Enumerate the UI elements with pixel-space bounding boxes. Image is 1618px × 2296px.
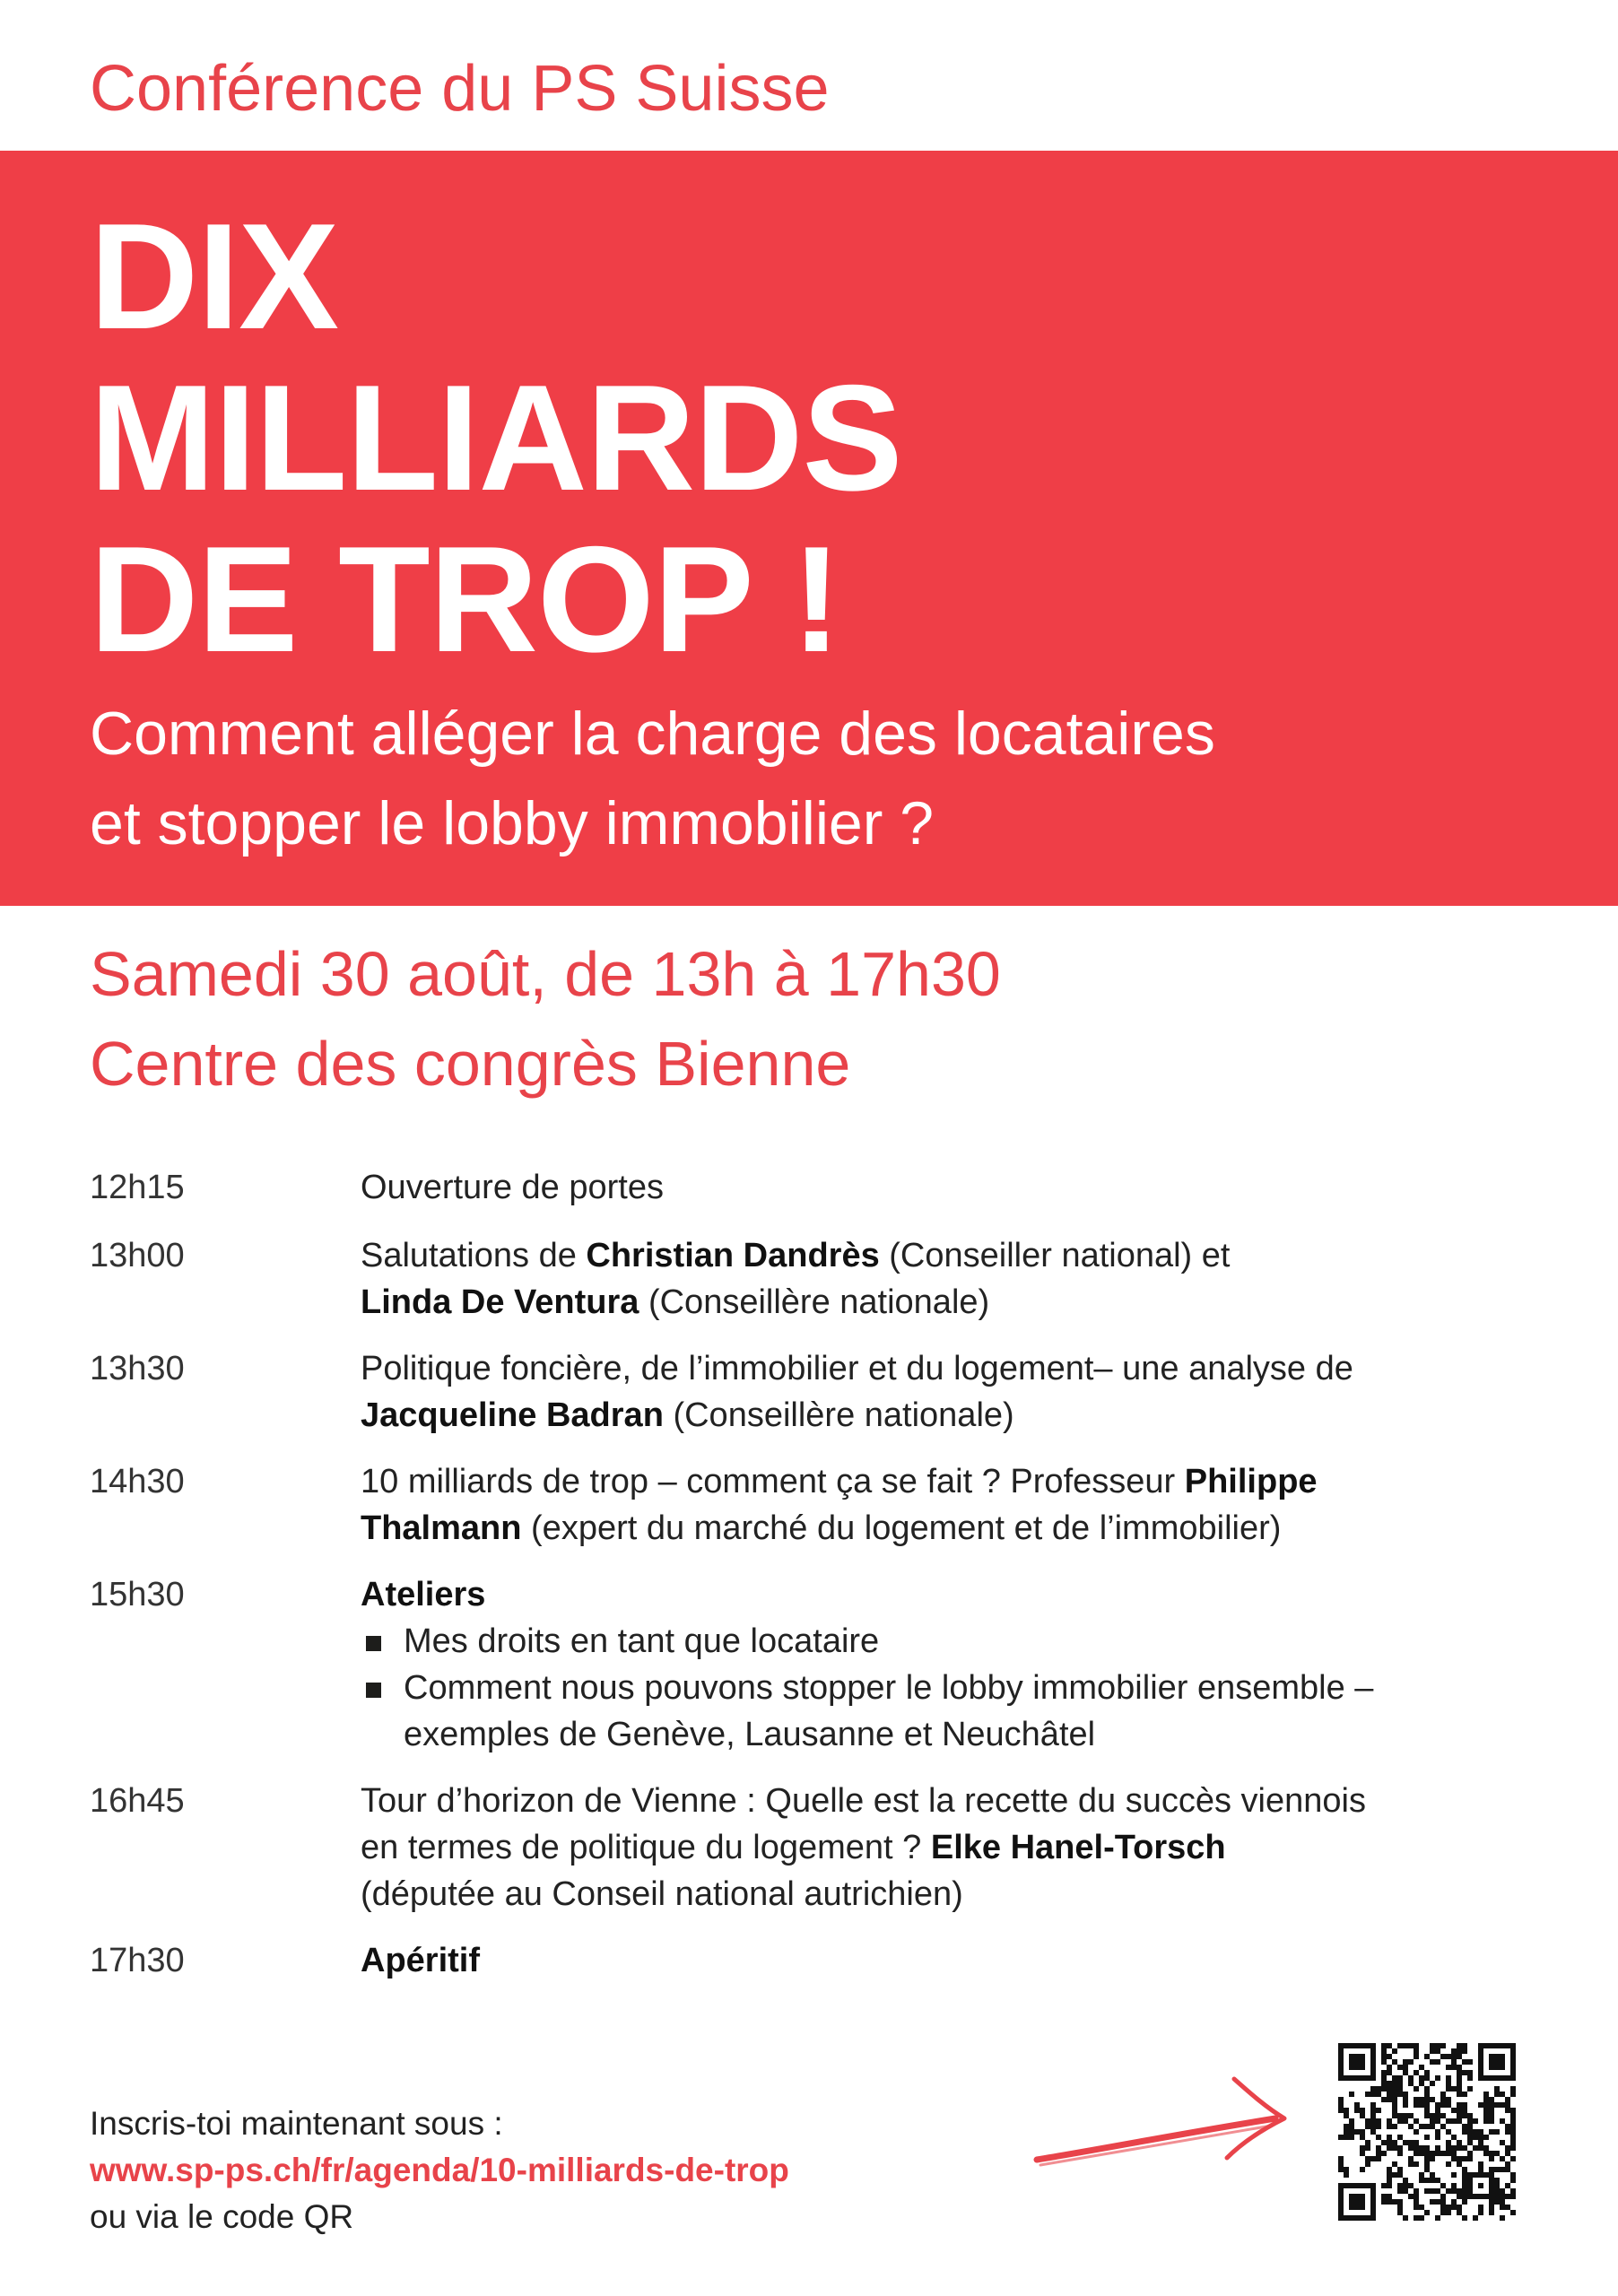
registration-info xyxy=(90,2100,789,2240)
program-row xyxy=(90,1778,1561,1918)
program-description xyxy=(361,1778,1561,1918)
program-row xyxy=(90,1458,1561,1552)
program-time: 12h15 xyxy=(90,1169,185,1206)
workshop-item-text: exemples de Genève, Lausanne et Neuchâtel xyxy=(404,1716,1096,1753)
program-row xyxy=(90,1232,1561,1326)
conference-title: Conférence du PS Suisse xyxy=(90,53,830,125)
program-text: en termes de politique du logement ? xyxy=(361,1829,931,1866)
registration-link[interactable]: www.sp-ps.ch/fr/agenda/10-milliards-de-trop xyxy=(90,2152,789,2188)
workshop-item-text: Comment nous pouvons stopper le lobby immobilier ensemble – xyxy=(404,1669,1374,1707)
workshop-item xyxy=(361,1618,1561,1665)
program-text: (Conseiller national) et xyxy=(879,1237,1231,1274)
program-text: Salutations de xyxy=(361,1237,587,1274)
program-time: 16h45 xyxy=(90,1782,185,1820)
program-time: 15h30 xyxy=(90,1576,185,1613)
program-text: (Conseillère nationale) xyxy=(663,1396,1014,1434)
bullet-square-icon xyxy=(366,1636,381,1651)
program-description xyxy=(361,1571,1561,1758)
event-info xyxy=(90,929,1001,1109)
program-time: 14h30 xyxy=(90,1463,185,1500)
speaker-name: Thalmann xyxy=(361,1509,522,1547)
speaker-name: Linda De Ventura xyxy=(361,1283,639,1321)
program-row xyxy=(90,1571,1561,1758)
speaker-name: Elke Hanel-Torsch xyxy=(930,1829,1226,1866)
program-description xyxy=(361,1232,1561,1326)
program-time: 13h00 xyxy=(90,1237,185,1274)
headline-banner xyxy=(0,151,1618,906)
event-date: Samedi 30 août, de 13h à 17h30 xyxy=(90,939,1001,1009)
headline xyxy=(90,192,902,683)
program-time: 17h30 xyxy=(90,1942,185,1979)
workshop-item-text: Mes droits en tant que locataire xyxy=(404,1622,880,1660)
subtitle-line-1: Comment alléger la charge des locataires xyxy=(90,700,1215,768)
workshop-item xyxy=(361,1665,1561,1758)
speaker-name: Christian Dandrès xyxy=(586,1237,880,1274)
program-row xyxy=(90,1345,1561,1439)
qr-code-icon[interactable] xyxy=(1338,2043,1516,2221)
subtitle-line-2: et stopper le lobby immobilier ? xyxy=(90,789,935,857)
subtitle xyxy=(90,689,1215,868)
qr-hint: ou via le code QR xyxy=(90,2198,354,2235)
program-list xyxy=(90,1164,1561,1984)
headline-line-3: DE TROP ! xyxy=(90,515,841,683)
program-description xyxy=(361,1937,1561,1984)
program-text: Politique foncière, de l’immobilier et du logement– une analyse de xyxy=(361,1350,1353,1387)
program-text: (députée au Conseil national autrichien) xyxy=(361,1875,963,1913)
speaker-name: Jacqueline Badran xyxy=(361,1396,664,1434)
program-text: (Conseillère nationale) xyxy=(639,1283,990,1321)
program-text: Tour d’horizon de Vienne : Quelle est la recette du succès viennois xyxy=(361,1782,1366,1820)
program-description xyxy=(361,1458,1561,1552)
headline-line-1: DIX xyxy=(90,192,339,361)
registration-label: Inscris-toi maintenant sous : xyxy=(90,2105,503,2142)
program-row xyxy=(90,1164,1561,1211)
speaker-name: Philippe xyxy=(1184,1463,1318,1500)
program-text: (expert du marché du logement et de l’immobilier) xyxy=(521,1509,1282,1547)
bullet-square-icon xyxy=(366,1683,381,1698)
workshop-title: Ateliers xyxy=(361,1576,486,1613)
event-venue: Centre des congrès Bienne xyxy=(90,1029,851,1099)
headline-line-2: MILLIARDS xyxy=(90,353,902,522)
hand-drawn-arrow-icon xyxy=(1031,2072,1292,2179)
program-description xyxy=(361,1164,1561,1211)
program-time: 13h30 xyxy=(90,1350,185,1387)
program-text: Ouverture de portes xyxy=(361,1169,664,1206)
program-text: 10 milliards de trop – comment ça se fait ? Professeur xyxy=(361,1463,1185,1500)
program-row xyxy=(90,1937,1561,1984)
program-description xyxy=(361,1345,1561,1439)
program-title: Apéritif xyxy=(361,1942,480,1979)
